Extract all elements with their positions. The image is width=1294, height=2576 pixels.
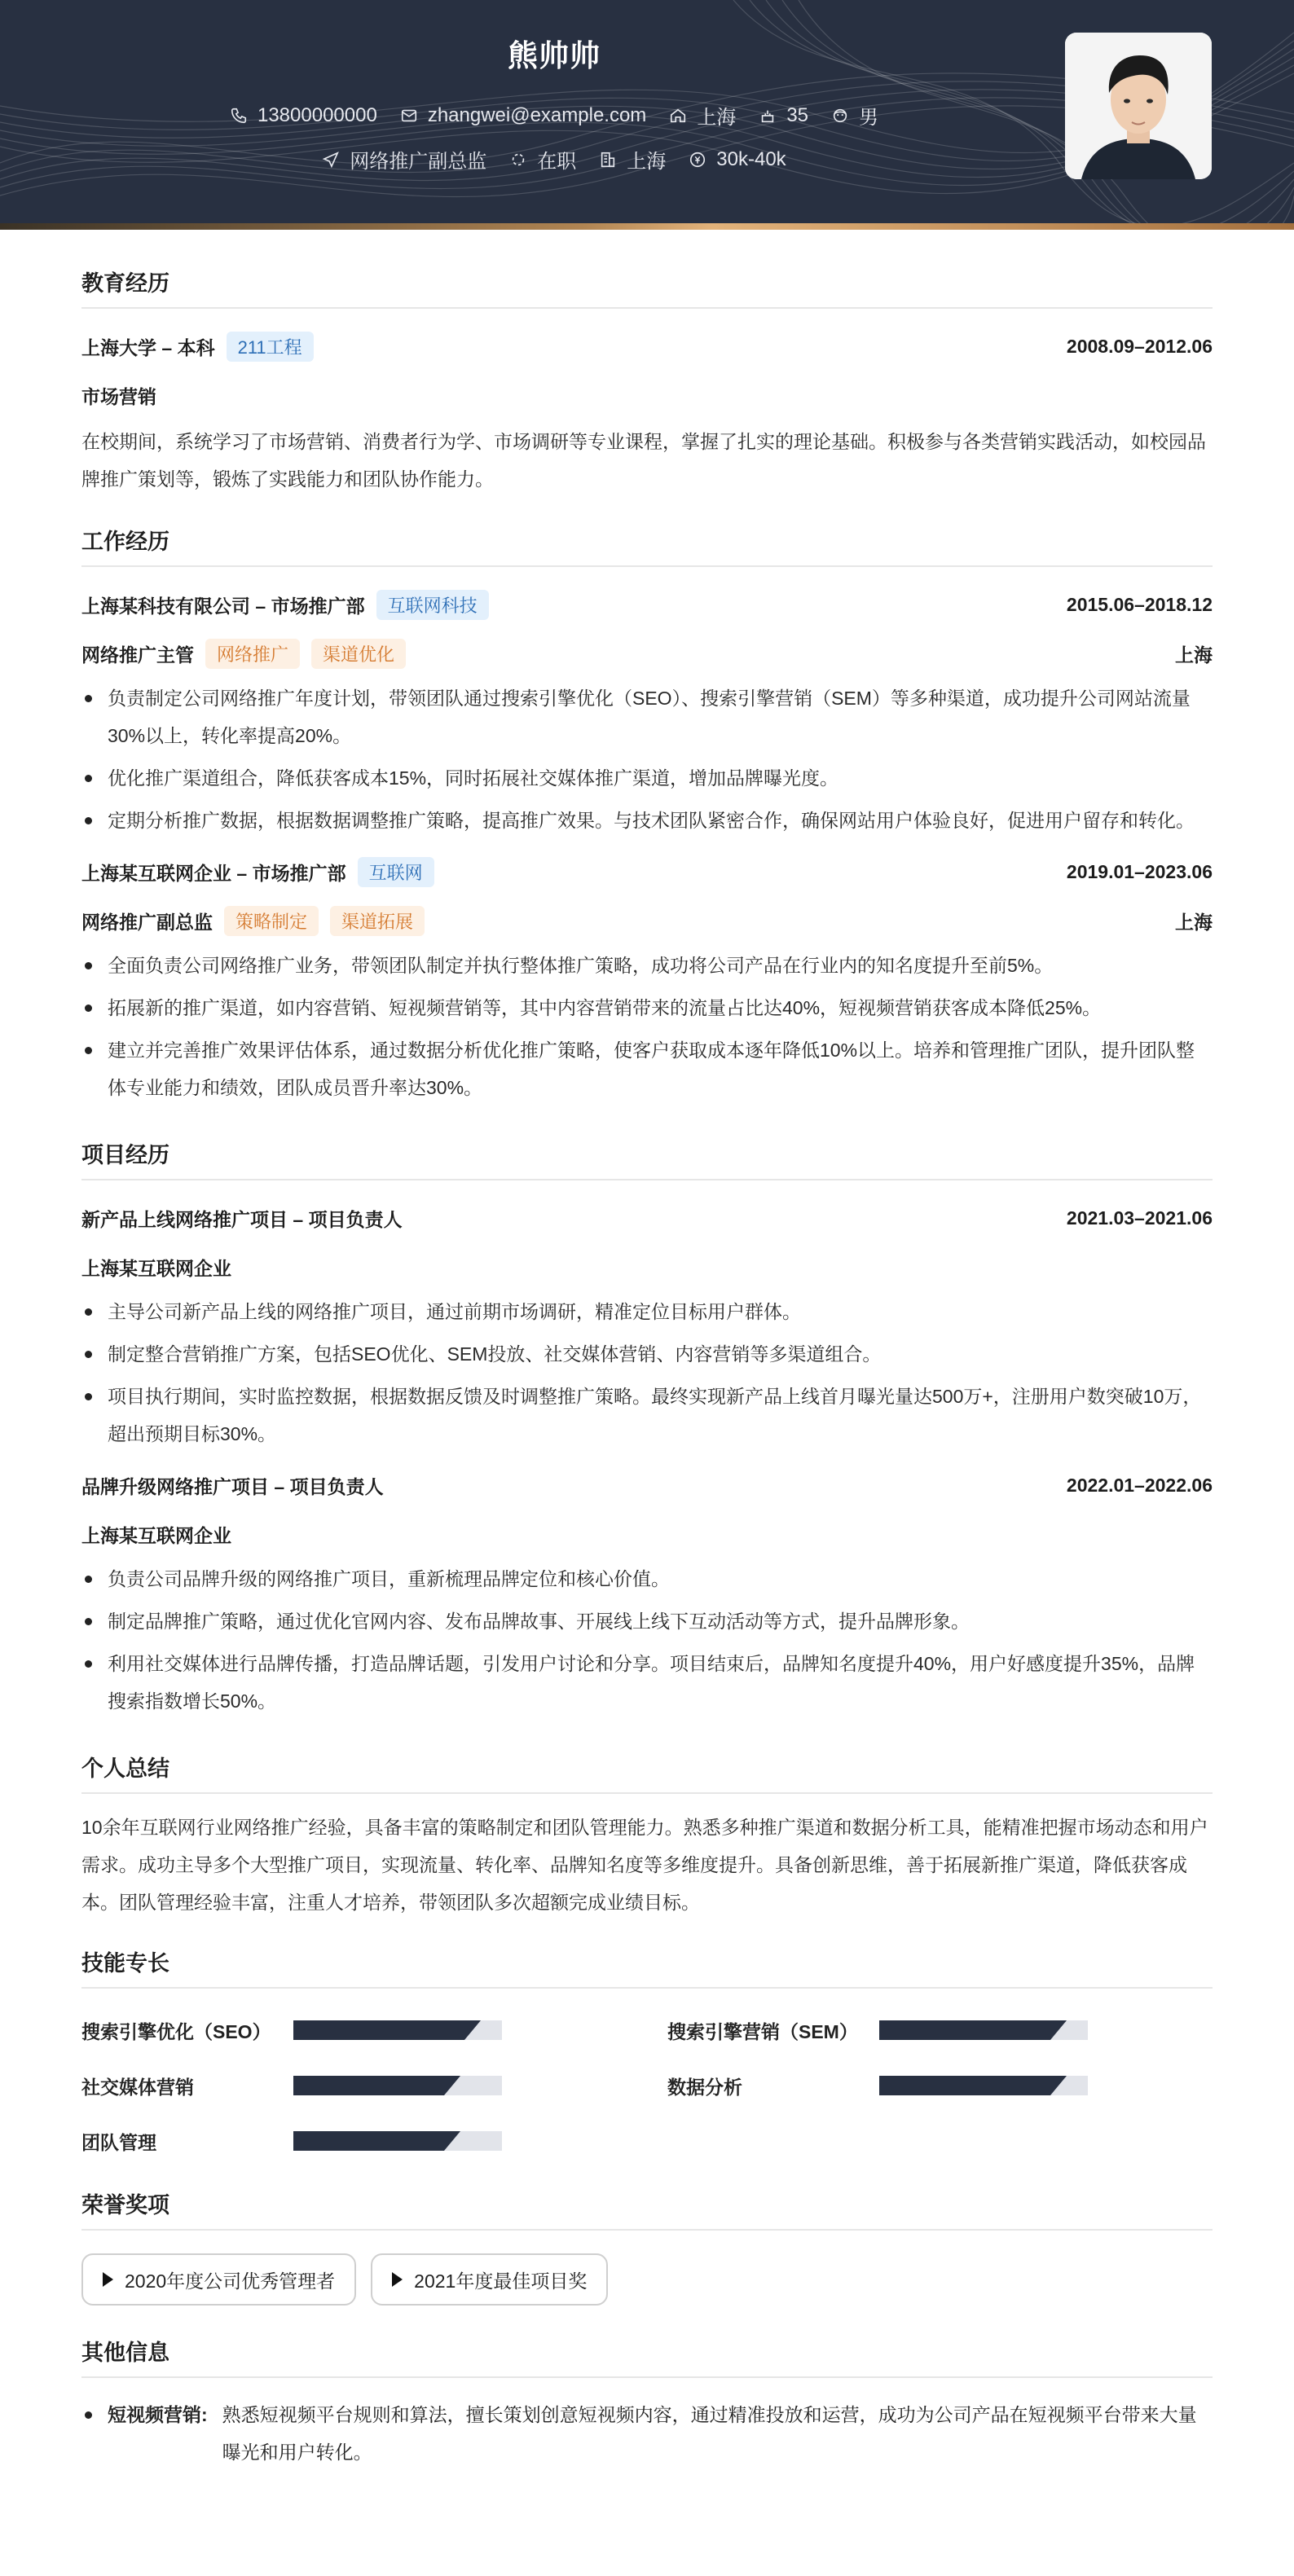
- skills-grid: [81, 2016, 1213, 2155]
- skills-section: [81, 1945, 1213, 2155]
- work-entry: [81, 588, 1213, 839]
- skill-bar: [293, 2020, 502, 2040]
- skill-fill-edge: [444, 2076, 460, 2095]
- resume-header: [0, 0, 1294, 230]
- job-row: [0, 145, 1108, 174]
- building-icon: [599, 151, 617, 169]
- list-item: 拓展新的推广渠道，如内容营销、短视频营销等，其中内容营销带来的流量占比达40%，短视频营销获客成本降低25%。: [81, 989, 1213, 1026]
- skill-item: [667, 2016, 1213, 2044]
- other-text: 熟悉短视频平台规则和算法，擅长策划创意短视频内容，通过精准投放和运营，成功为公司产品在短视频平台带来大量曝光和用户转化。: [222, 2404, 1197, 2463]
- triangle-right-icon: [103, 2272, 113, 2287]
- project-bullets: [81, 1293, 1213, 1453]
- salary-icon: [689, 151, 706, 169]
- work-location: 上海: [1175, 911, 1213, 933]
- work-location: 上海: [1175, 644, 1213, 666]
- award-chip[interactable]: [371, 2253, 608, 2306]
- salary-item: [689, 148, 786, 171]
- skill-item: [81, 2127, 627, 2155]
- skill-name: 搜索引擎营销（SEM）: [667, 2020, 858, 2042]
- status-icon: [509, 151, 527, 169]
- work-date: 2019.01–2023.06: [1066, 860, 1213, 882]
- list-item: 利用社交媒体进行品牌传播，打造品牌话题，引发用户讨论和分享。项目结束后，品牌知名度提升40%，用户好感度提升35%，品牌搜索指数增长50%。: [81, 1645, 1213, 1720]
- phone-item: [230, 104, 377, 127]
- work-entry: [81, 855, 1213, 1106]
- role-tag: 策略制定: [224, 906, 319, 936]
- skill-fill-edge: [444, 2131, 460, 2151]
- work-section: [81, 524, 1213, 1106]
- skill-name: 搜索引擎优化（SEO）: [81, 2020, 271, 2042]
- home-text: 上海: [697, 107, 737, 129]
- home-icon: [669, 107, 687, 125]
- email-text: zhangwei@example.com: [427, 103, 647, 126]
- list-item: 负责公司品牌升级的网络推广项目，重新梳理品牌定位和核心价值。: [81, 1560, 1213, 1598]
- age-item: [759, 104, 808, 127]
- mail-icon: [400, 107, 418, 125]
- awards-list: [81, 2253, 1213, 2306]
- gender-icon: [831, 107, 849, 125]
- skill-fill: [879, 2020, 1050, 2040]
- list-item: 定期分析推广数据，根据数据调整推广策略，提高推广效果。与技术团队紧密合作，确保网站用户体验良好，促进用户留存和转化。: [81, 802, 1213, 839]
- list-item: 负责制定公司网络推广年度计划，带领团队通过搜索引擎优化（SEO）、搜索引擎营销（SEM）等多种渠道，成功提升公司网站流量30%以上，转化率提高20%。: [81, 679, 1213, 754]
- awards-section: [81, 2187, 1213, 2306]
- gender-item: [831, 101, 878, 130]
- skill-fill-edge: [1050, 2020, 1067, 2040]
- salary-text: 30k-40k: [716, 147, 786, 170]
- skill-item: [81, 2072, 627, 2099]
- project-org: 上海某互联网企业: [81, 1257, 231, 1279]
- position-item: [322, 145, 486, 174]
- candidate-name: 熊帅帅: [508, 39, 601, 73]
- status-item: [509, 145, 576, 174]
- list-item: 项目执行期间，实时监控数据，根据数据反馈及时调整推广策略。最终实现新产品上线首月曝光量达500万+，注册用户数突破10万，超出预期目标30%。: [81, 1378, 1213, 1453]
- other-label: 短视频营销:: [108, 2404, 208, 2425]
- skill-bar: [293, 2076, 502, 2095]
- award-label: 2020年度公司优秀管理者: [125, 2270, 336, 2292]
- skill-name: 团队管理: [81, 2131, 156, 2153]
- position-text: 网络推广副总监: [350, 151, 487, 173]
- home-item: [669, 101, 736, 130]
- resume-body: [81, 230, 1213, 2471]
- skill-fill-edge: [1050, 2076, 1067, 2095]
- role-tag: 渠道拓展: [330, 906, 425, 936]
- role-name: 网络推广主管: [81, 644, 194, 666]
- section-title-awards: 荣誉奖项: [81, 2187, 1213, 2231]
- email-item: [400, 104, 647, 127]
- skill-bar: [293, 2131, 502, 2151]
- list-item: 主导公司新产品上线的网络推广项目，通过前期市场调研，精准定位目标用户群体。: [81, 1293, 1213, 1330]
- project-name: 新产品上线网络推广项目 – 项目负责人: [81, 1208, 403, 1230]
- header-accent-bar: [0, 223, 1294, 230]
- summary-text: 10余年互联网行业网络推广经验，具备丰富的策略制定和团队管理能力。熟悉多种推广渠道和数据分析工具，能精准把握市场动态和用户需求。成功主导多个大型推广项目，实现流量、转化率、品牌知名度等多维度提升。具备创新思维，善于拓展新推广渠道，降低获客成本。团队管理经验丰富，注重人才培养，带领团队多次超额完成业绩目标。: [81, 1817, 1208, 1913]
- list-item: 全面负责公司网络推广业务，带领团队制定并执行整体推广策略，成功将公司产品在行业内的知名度提升至前5%。: [81, 947, 1213, 984]
- city-item: [599, 145, 666, 174]
- role-tag: 渠道优化: [311, 639, 406, 669]
- education-date: 2008.09–2012.06: [1066, 335, 1213, 357]
- list-item: [81, 2396, 1213, 2471]
- project-entry: [81, 1469, 1213, 1720]
- skill-bar: [879, 2020, 1088, 2040]
- project-bullets: [81, 1560, 1213, 1720]
- project-name: 品牌升级网络推广项目 – 项目负责人: [81, 1475, 384, 1497]
- skill-item: [81, 2016, 627, 2044]
- education-description: 在校期间，系统学习了市场营销、消费者行为学、市场调研等专业课程，掌握了扎实的理论基础。积极参与各类营销实践活动，如校园品牌推广策划等，锻炼了实践能力和团队协作能力。: [81, 431, 1206, 490]
- work-bullets: [81, 947, 1213, 1106]
- section-title-education: 教育经历: [81, 266, 1213, 309]
- company-tag: 互联网科技: [376, 590, 489, 620]
- skill-fill: [293, 2020, 464, 2040]
- project-date: 2022.01–2022.06: [1066, 1474, 1213, 1496]
- role-name: 网络推广副总监: [81, 911, 213, 933]
- role-tag: 网络推广: [205, 639, 300, 669]
- list-item: 优化推广渠道组合，降低获客成本15%，同时拓展社交媒体推广渠道，增加品牌曝光度。: [81, 759, 1213, 797]
- contact-row: [0, 101, 1108, 130]
- company-name: 上海某科技有限公司 – 市场推广部: [81, 595, 365, 617]
- send-icon: [322, 151, 340, 169]
- summary-section: [81, 1751, 1213, 1921]
- project-date: 2021.03–2021.06: [1066, 1207, 1213, 1229]
- other-list: [81, 2396, 1213, 2471]
- section-title-projects: 项目经历: [81, 1137, 1213, 1180]
- city-text: 上海: [627, 151, 667, 173]
- skill-name: 社交媒体营销: [81, 2076, 194, 2098]
- skill-item: [667, 2072, 1213, 2099]
- skill-fill-edge: [464, 2020, 481, 2040]
- portrait-image: [1065, 33, 1212, 179]
- gender-text: 男: [859, 107, 879, 129]
- school-tag: 211工程: [227, 332, 314, 362]
- skill-name: 数据分析: [667, 2076, 742, 2098]
- skill-fill: [293, 2131, 444, 2151]
- list-item: 制定整合营销推广方案，包括SEO优化、SEM投放、社交媒体营销、内容营销等多渠道组合。: [81, 1335, 1213, 1373]
- skill-fill: [879, 2076, 1050, 2095]
- award-chip[interactable]: [81, 2253, 356, 2306]
- skill-fill: [293, 2076, 444, 2095]
- triangle-right-icon: [392, 2272, 403, 2287]
- status-text: 在职: [537, 151, 577, 173]
- school-name: 上海大学 – 本科: [81, 336, 215, 358]
- education-section: [81, 266, 1213, 498]
- section-title-other: 其他信息: [81, 2335, 1213, 2378]
- section-title-skills: 技能专长: [81, 1945, 1213, 1989]
- skill-bar: [879, 2076, 1088, 2095]
- phone-icon: [230, 107, 248, 125]
- company-tag: 互联网: [358, 857, 434, 887]
- work-date: 2015.06–2018.12: [1066, 593, 1213, 615]
- projects-section: [81, 1137, 1213, 1720]
- company-name: 上海某互联网企业 – 市场推广部: [81, 862, 346, 884]
- major-name: 市场营销: [81, 385, 156, 407]
- project-entry: [81, 1202, 1213, 1453]
- other-section: [81, 2335, 1213, 2471]
- phone-text: 13800000000: [257, 103, 377, 126]
- education-entry: [81, 330, 1213, 498]
- section-title-summary: 个人总结: [81, 1751, 1213, 1794]
- award-label: 2021年度最佳项目奖: [414, 2270, 588, 2292]
- work-bullets: [81, 679, 1213, 839]
- list-item: 建立并完善推广效果评估体系，通过数据分析优化推广策略，使客户获取成本逐年降低10%以上。培养和管理推广团队，提升团队整体专业能力和绩效，团队成员晋升率达30%。: [81, 1031, 1213, 1106]
- section-title-work: 工作经历: [81, 524, 1213, 567]
- list-item: 制定品牌推广策略，通过优化官网内容、发布品牌故事、开展线上线下互动活动等方式，提升品牌形象。: [81, 1602, 1213, 1640]
- avatar: [1065, 33, 1212, 179]
- project-org: 上海某互联网企业: [81, 1524, 231, 1546]
- age-icon: [759, 107, 777, 125]
- age-text: 35: [786, 103, 809, 126]
